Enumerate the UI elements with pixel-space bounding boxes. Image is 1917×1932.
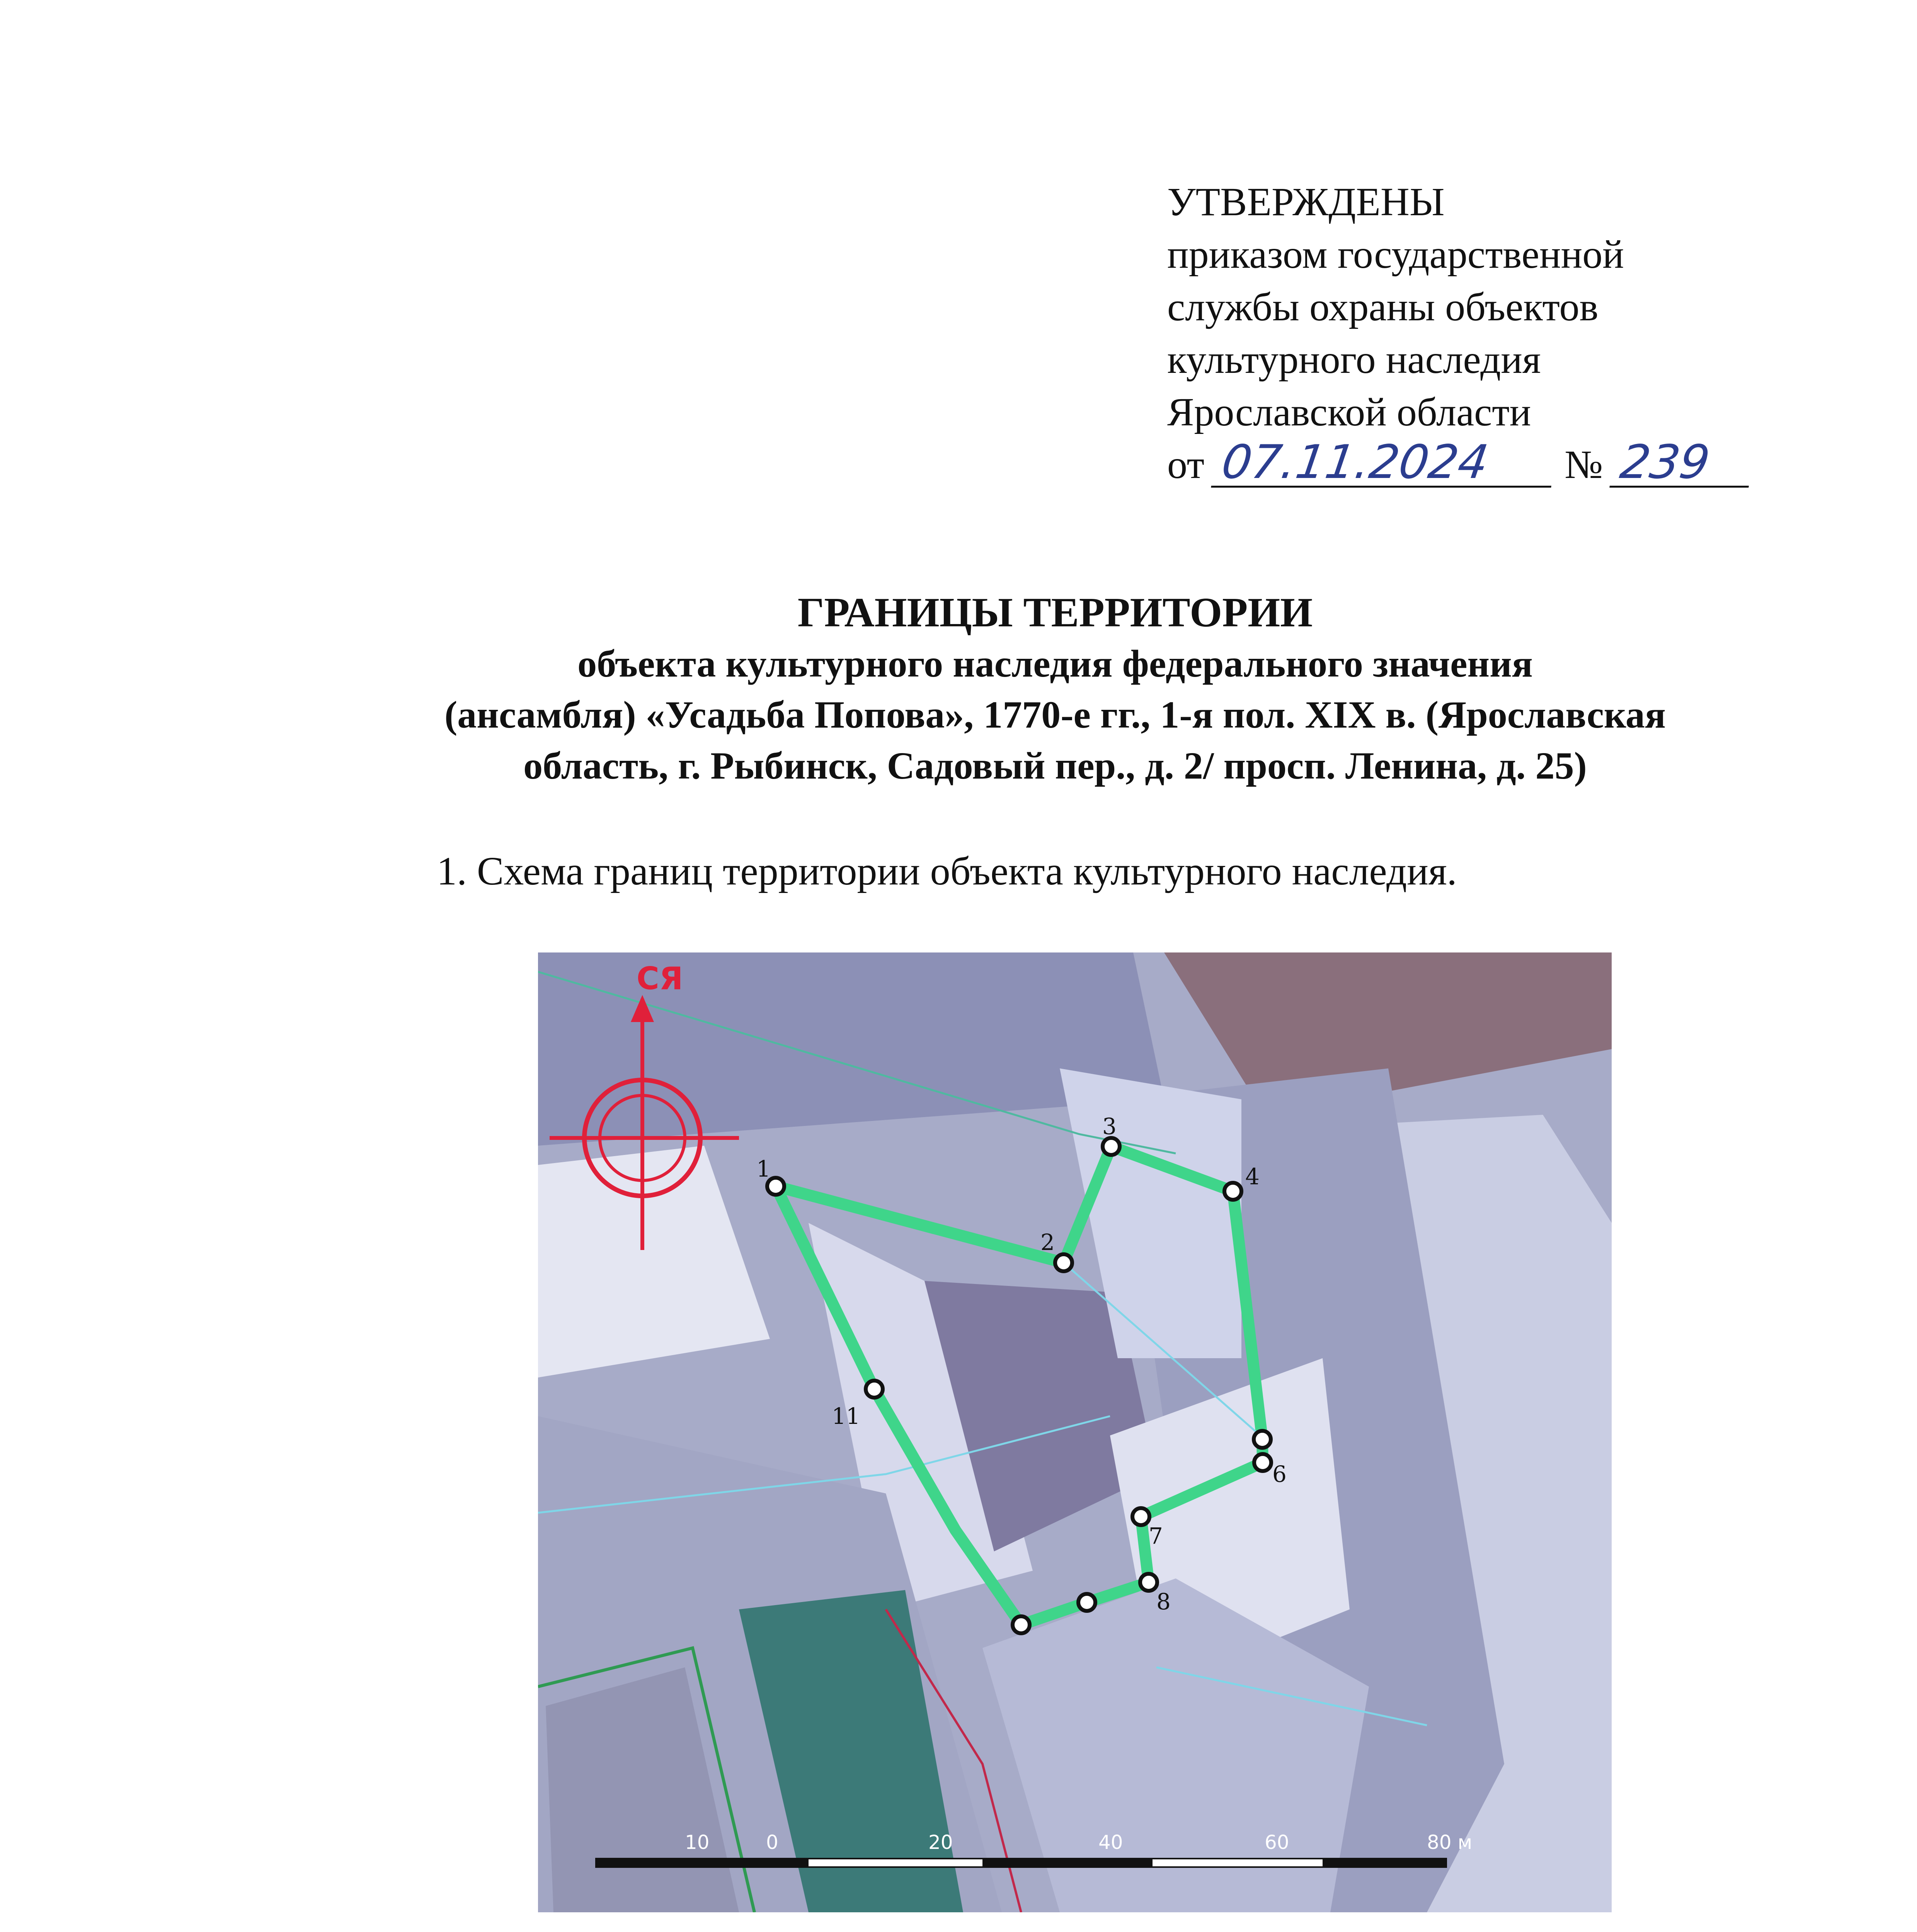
map-point-4: [1224, 1183, 1241, 1200]
point-label: 6: [1272, 1461, 1287, 1487]
map-point-10: [1013, 1616, 1030, 1633]
approval-line: приказом государственной: [1167, 232, 1624, 277]
section1-caption: 1. Схема границ территории объекта культурного наследия.: [437, 849, 1457, 893]
map-point-6: [1254, 1454, 1271, 1471]
map-point-7: [1132, 1508, 1149, 1525]
point-label: 7: [1149, 1523, 1163, 1549]
title-line: объекта культурного наследия федерального значения: [577, 642, 1533, 685]
approval-line: культурного наследия: [1167, 337, 1541, 382]
title-main: ГРАНИЦЫ ТЕРРИТОРИИ: [797, 590, 1313, 636]
map-point-3: [1103, 1138, 1120, 1155]
map-point-9: [1078, 1594, 1095, 1611]
map-point-5: [1254, 1431, 1271, 1448]
title-line: (ансамбля) «Усадьба Попова», 1770-е гг., 1-я пол. XIX в. (Ярославская: [444, 693, 1666, 736]
approval-block: [1167, 176, 1786, 491]
scale-label: 60: [1265, 1831, 1289, 1854]
point-label: 2: [1040, 1229, 1055, 1255]
order-number: 239: [1610, 439, 1756, 488]
north-label: СЯ: [637, 961, 683, 997]
order-date: 07.11.2024: [1211, 439, 1558, 488]
point-label: 4: [1245, 1163, 1260, 1190]
title-line: область, г. Рыбинск, Садовый пер., д. 2/ просп. Ленина, д. 25): [523, 744, 1587, 787]
number-prefix: №: [1565, 442, 1603, 487]
date-prefix: от: [1167, 442, 1205, 487]
approval-date-number: [1167, 435, 1786, 491]
map-point-11: [866, 1381, 883, 1398]
scale-label: 10: [685, 1831, 710, 1854]
map-point-8: [1140, 1574, 1157, 1591]
map-point-2: [1055, 1254, 1072, 1271]
map-image: [538, 952, 1612, 1912]
scale-label: 20: [928, 1831, 953, 1854]
point-label: 11: [832, 1403, 860, 1429]
approval-line: Ярославской области: [1167, 390, 1531, 434]
point-label: 8: [1156, 1588, 1171, 1615]
document-title: [286, 587, 1824, 791]
scale-bar: [596, 1859, 1446, 1867]
approval-line: службы охраны объектов: [1167, 285, 1599, 329]
scale-label: 80 м: [1427, 1831, 1473, 1854]
point-label: 3: [1102, 1113, 1117, 1139]
approval-heading: УТВЕРЖДЕНЫ: [1167, 180, 1445, 224]
boundary-map: [538, 952, 1612, 1912]
scale-label: 0: [766, 1831, 778, 1854]
point-label: 1: [756, 1156, 771, 1182]
scale-label: 40: [1098, 1831, 1123, 1854]
